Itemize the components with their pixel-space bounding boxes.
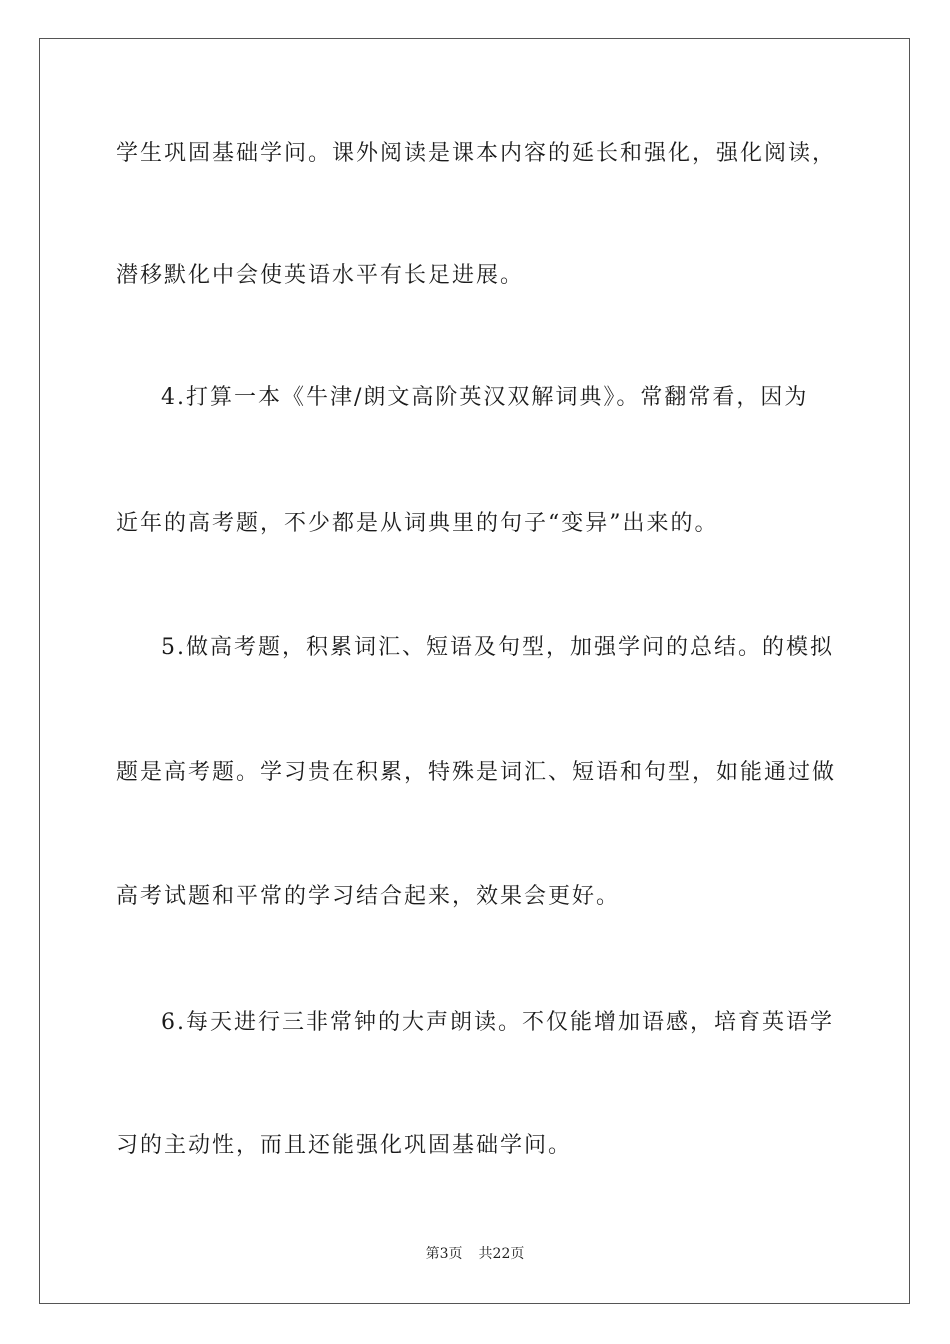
text-line-1: 学生巩固基础学问。课外阅读是课本内容的延长和强化，强化阅读，: [116, 141, 837, 166]
page-total: 共22页: [478, 1246, 525, 1262]
paragraph-5-line-3: 高考试题和平常的学习结合起来，效果会更好。: [116, 884, 621, 909]
page-border: [39, 38, 910, 1304]
paragraph-6-line-1: 6.每天进行三非常钟的大声朗读。不仅能增加语感，培育英语学: [161, 1010, 834, 1035]
page-number: 第3页: [425, 1246, 463, 1262]
paragraph-4-line-2: 近年的高考题，不少都是从词典里的句子“变异”出来的。: [116, 511, 719, 536]
paragraph-4-line-1: 4.打算一本《牛津/朗文高阶英汉双解词典》。常翻常看，因为: [161, 385, 809, 410]
text-line-2: 潜移默化中会使英语水平有长足进展。: [116, 263, 525, 288]
page-footer: [0, 1244, 950, 1264]
paragraph-5-line-1: 5.做高考题，积累词汇、短语及句型，加强学问的总结。的模拟: [161, 635, 834, 660]
paragraph-6-line-2: 习的主动性，而且还能强化巩固基础学问。: [116, 1133, 573, 1158]
paragraph-5-line-2: 题是高考题。学习贵在积累，特殊是词汇、短语和句型，如能通过做: [116, 760, 837, 785]
